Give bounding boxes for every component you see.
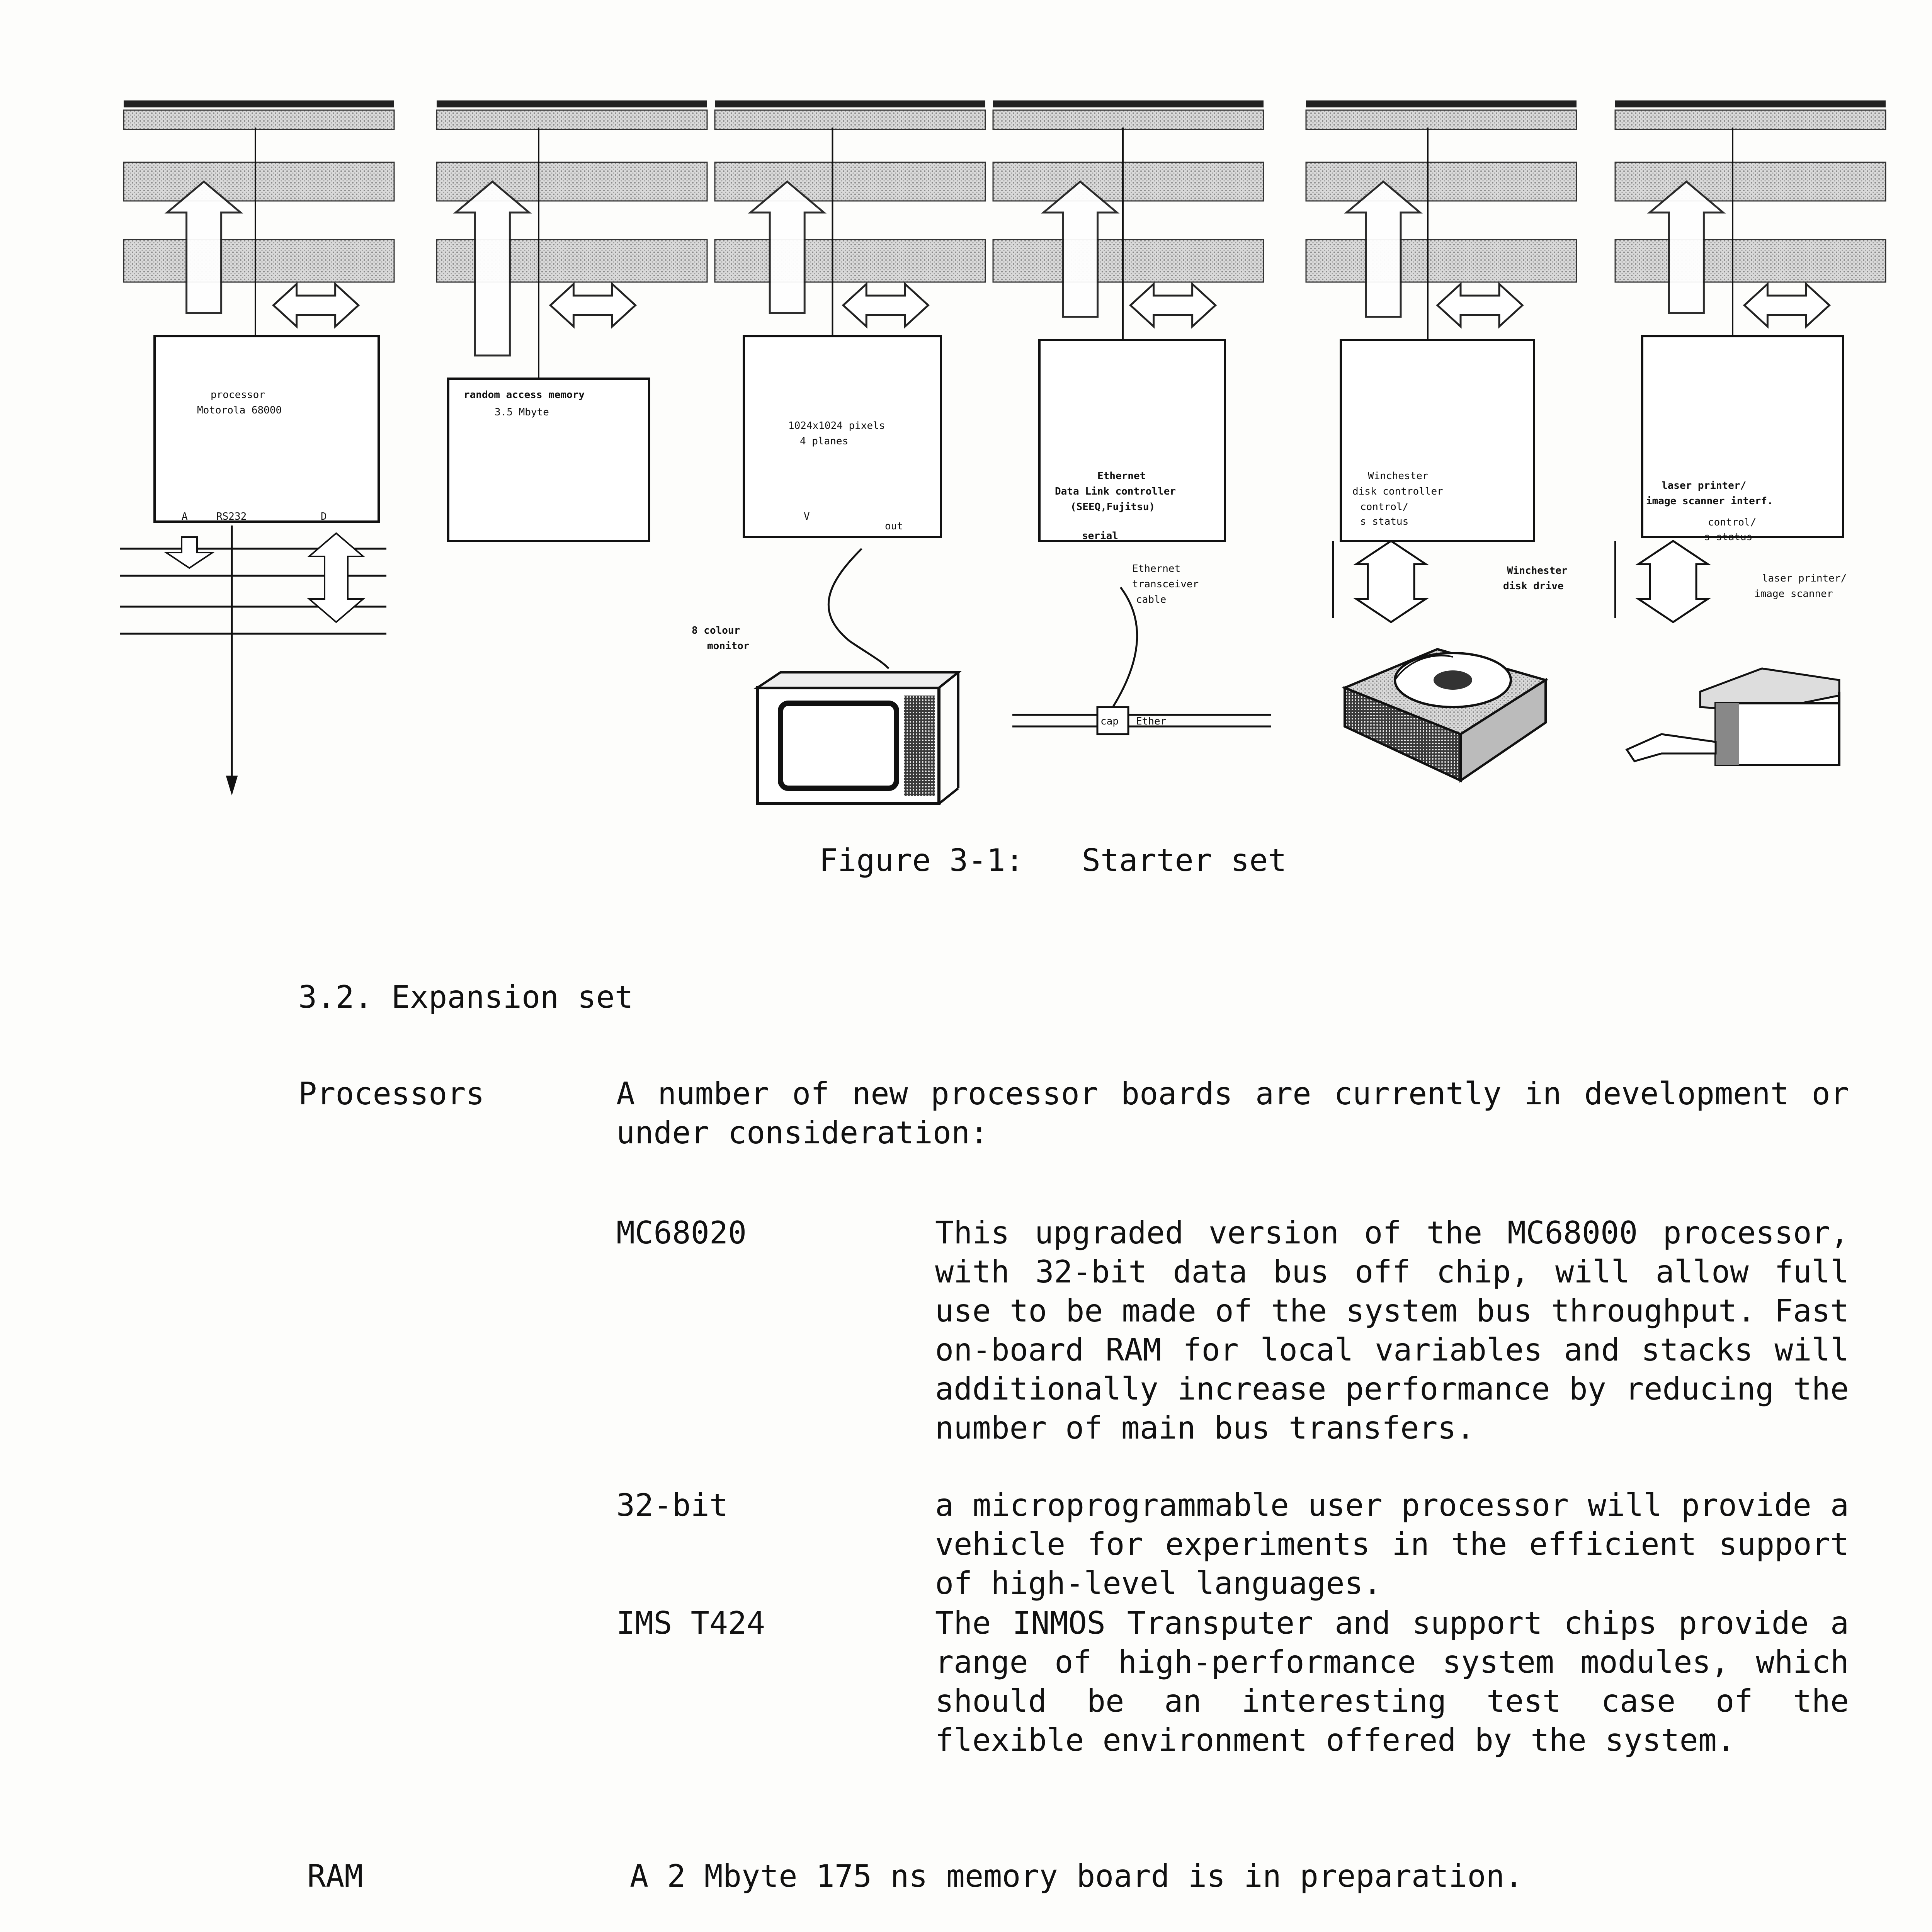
bus-band xyxy=(993,240,1264,282)
ethernet-controller: Data Link controller xyxy=(1055,486,1176,497)
board-module xyxy=(155,336,379,522)
device-arrow xyxy=(1638,541,1708,622)
processor-label: processor xyxy=(211,389,265,401)
winchester-controller: disk controller xyxy=(1352,486,1443,497)
printer-interface-label: laser printer/ xyxy=(1662,480,1747,492)
disk-drive-label-1: Winchester xyxy=(1507,565,1568,577)
laser-printer-illustration xyxy=(1627,668,1839,765)
printer-label-2: image scanner xyxy=(1754,588,1833,600)
bus-band xyxy=(1306,240,1577,282)
ethernet-cable-1: Ethernet xyxy=(1132,563,1181,575)
monitor-label-2: monitor xyxy=(707,640,750,652)
processor-item-term: 32-bit xyxy=(616,1487,728,1523)
framestore-planes: 4 planes xyxy=(800,435,849,447)
port-serial: serial xyxy=(1082,530,1118,542)
disk-drive-illustration xyxy=(1345,649,1546,781)
ethernet-cable-2: transceiver xyxy=(1132,578,1199,590)
figure-number: Figure 3-1: xyxy=(819,842,1024,878)
bus-band xyxy=(715,240,985,282)
ethernet-label: Ethernet xyxy=(1097,470,1146,482)
bus-band xyxy=(715,162,985,201)
ram-desc: A 2 Mbyte 175 ns memory board is in preparation. xyxy=(630,1858,1523,1894)
bus-top-rule xyxy=(124,100,394,107)
winchester-label: Winchester xyxy=(1368,470,1429,482)
bus-band xyxy=(1306,110,1577,129)
data-bus-arrow xyxy=(274,284,359,327)
data-bus-arrow xyxy=(1131,284,1216,327)
ram-size: 3.5 Mbyte xyxy=(495,406,549,418)
colour-monitor-illustration xyxy=(757,549,958,804)
port-a: A xyxy=(182,511,188,522)
bus-top-rule xyxy=(1306,100,1577,107)
processor-item-desc: The INMOS Transputer and support chips provide a range of high-performance system modules, which should be an interesting test case of the flexible environment offered by the system. xyxy=(935,1605,1849,1758)
port-v: V xyxy=(804,511,810,522)
processors-term: Processors xyxy=(298,1076,485,1112)
bus-band xyxy=(715,110,985,129)
bus-top-rule xyxy=(993,100,1264,107)
tap-label: cap xyxy=(1100,716,1119,727)
ram-term: RAM xyxy=(307,1858,363,1894)
data-bus-arrow xyxy=(1744,284,1829,327)
processor-io-lines xyxy=(120,526,386,792)
winchester-status: s status xyxy=(1360,516,1409,527)
bus-band xyxy=(1615,240,1886,282)
system-bus-bands xyxy=(124,100,1886,282)
board-module xyxy=(1642,336,1843,537)
printer-interface-desc: image scanner interf. xyxy=(1646,495,1773,507)
bus-band xyxy=(124,240,394,282)
framestore-resolution: 1024x1024 pixels xyxy=(788,420,885,432)
board-modules xyxy=(155,128,1843,622)
ether-label: Ether xyxy=(1136,716,1167,727)
processor-item-term: MC68020 xyxy=(616,1215,747,1251)
section-heading: 3.2. Expansion set xyxy=(298,979,633,1015)
starter-set-diagram xyxy=(0,0,1932,850)
bus-band xyxy=(1306,162,1577,201)
bus-band xyxy=(993,162,1264,201)
processor-item-desc: This upgraded version of the MC68000 processor, with 32-bit data bus off chip, will allow full use to be made of the system bus throughput. Fast on-board RAM for local variables and stacks will additionally increase performance by reducing the number of main bus transfers. xyxy=(935,1215,1849,1446)
data-bus-arrow xyxy=(550,284,635,327)
figure-title: Starter set xyxy=(1082,842,1287,878)
ethernet-vendors: (SEEQ,Fujitsu) xyxy=(1070,501,1155,513)
data-bus-arrow xyxy=(843,284,928,327)
processors-intro: A number of new processor boards are currently in development or under consideration: xyxy=(616,1076,1849,1151)
printer-label-1: laser printer/ xyxy=(1762,573,1847,584)
processor-item-desc: a microprogrammable user processor will provide a vehicle for experiments in the efficient support of high-level languages. xyxy=(935,1487,1849,1601)
bus-band xyxy=(1615,162,1886,201)
ethernet-tap-illustration xyxy=(1012,587,1271,734)
ram-label: random access memory xyxy=(464,389,585,401)
winchester-control: control/ xyxy=(1360,501,1409,513)
processor-item-term: IMS T424 xyxy=(616,1605,765,1641)
port-out: out xyxy=(885,520,903,532)
bus-band xyxy=(124,162,394,201)
data-bus-arrow xyxy=(1437,284,1522,327)
printer-control: control/ xyxy=(1708,517,1757,528)
processor-model: Motorola 68000 xyxy=(197,405,282,416)
bus-top-rule xyxy=(715,100,985,107)
bus-band xyxy=(437,110,707,129)
printer-status: s status xyxy=(1704,531,1753,543)
monitor-label-1: 8 colour xyxy=(692,625,740,636)
port-rs232: RS232 xyxy=(216,511,247,522)
board-module xyxy=(448,379,649,541)
figure-caption xyxy=(819,842,1287,878)
bus-band xyxy=(124,110,394,129)
bus-band xyxy=(993,110,1264,129)
bus-top-rule xyxy=(437,100,707,107)
disk-drive-label-2: disk drive xyxy=(1503,580,1564,592)
port-d: D xyxy=(321,511,327,522)
device-arrow xyxy=(1356,541,1426,622)
bus-band xyxy=(1615,110,1886,129)
ethernet-cable-3: cable xyxy=(1136,594,1167,605)
bus-top-rule xyxy=(1615,100,1886,107)
